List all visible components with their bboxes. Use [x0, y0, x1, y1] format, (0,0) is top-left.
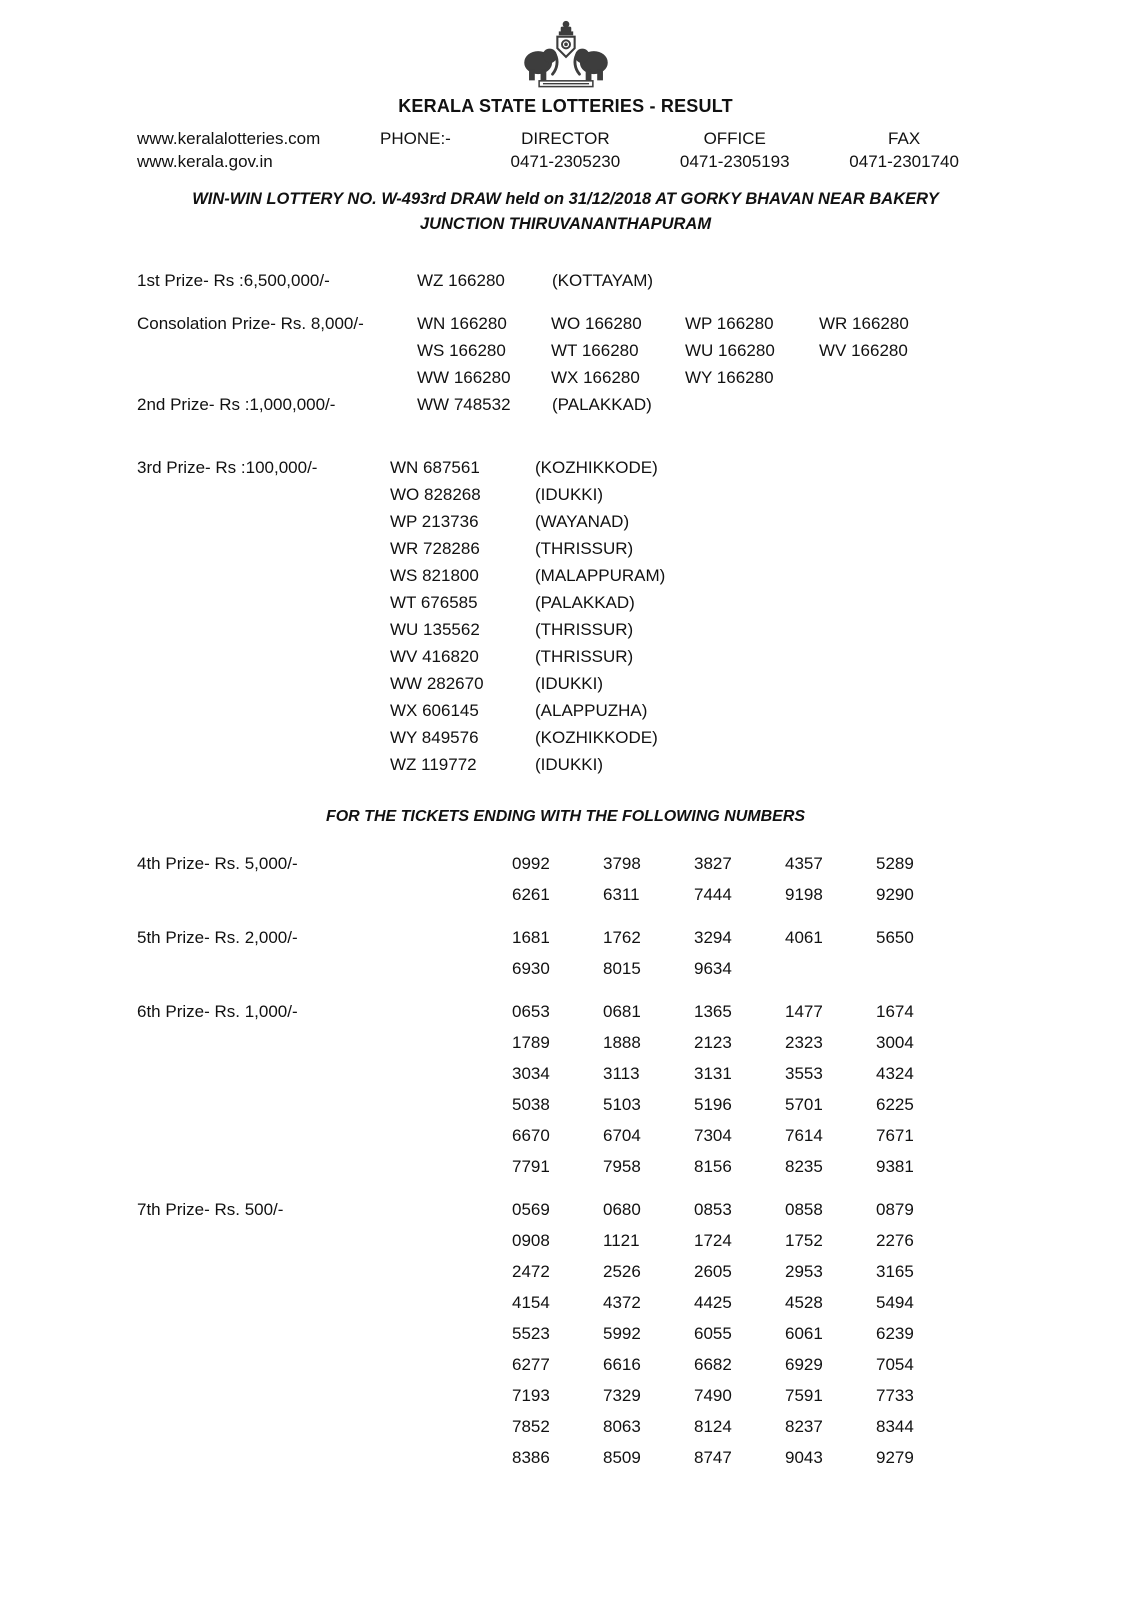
prize-section	[137, 996, 1131, 1182]
third-prize-place: (THRISSUR)	[535, 620, 634, 639]
winning-number: 3004	[876, 1033, 914, 1052]
third-prize-section	[137, 454, 1131, 778]
first-prize-ticket: WZ 166280	[417, 271, 505, 290]
consolation-ticket: WP 166280	[685, 314, 774, 333]
third-prize-winners	[390, 454, 665, 778]
prize-section-label: 4th Prize- Rs. 5,000/-	[137, 854, 298, 873]
third-prize-ticket: WO 828268	[390, 485, 481, 504]
winning-number: 0858	[785, 1200, 823, 1219]
second-prize-place: (PALAKKAD)	[552, 395, 652, 414]
prize-number-grid	[512, 848, 967, 910]
draw-title	[0, 187, 1131, 237]
winning-number: 6704	[603, 1126, 641, 1145]
winning-number: 2123	[694, 1033, 732, 1052]
consolation-ticket: WT 166280	[551, 341, 639, 360]
winning-number: 9290	[876, 885, 914, 904]
third-prize-winner-row	[390, 751, 665, 778]
winning-number: 6261	[512, 885, 550, 904]
winning-number: 1888	[603, 1033, 641, 1052]
winning-number: 6682	[694, 1355, 732, 1374]
website-keralagov: www.kerala.gov.in	[137, 152, 273, 171]
winning-number: 1365	[694, 1002, 732, 1021]
third-prize-winner-row	[390, 697, 665, 724]
winning-number: 4061	[785, 928, 823, 947]
third-prize-ticket: WP 213736	[390, 512, 479, 531]
winning-number: 8015	[603, 959, 641, 978]
winning-number: 4425	[694, 1293, 732, 1312]
prize-number-grid	[512, 1194, 967, 1473]
third-prize-winner-row	[390, 454, 665, 481]
winning-number: 4372	[603, 1293, 641, 1312]
third-prize-ticket: WU 135562	[390, 620, 480, 639]
winning-number: 7591	[785, 1386, 823, 1405]
third-prize-ticket: WV 416820	[390, 647, 479, 666]
winning-number: 0853	[694, 1200, 732, 1219]
winning-number: 5038	[512, 1095, 550, 1114]
phone-label: PHONE:-	[379, 129, 451, 148]
consolation-row	[417, 364, 953, 391]
winning-number: 0681	[603, 1002, 641, 1021]
winning-number: 7490	[694, 1386, 732, 1405]
third-prize-place: (PALAKKAD)	[535, 593, 635, 612]
lower-prizes	[0, 848, 1131, 1473]
third-prize-winner-row	[390, 562, 665, 589]
contact-office	[680, 127, 790, 173]
website-links	[137, 127, 320, 173]
third-prize-winner-row	[390, 535, 665, 562]
prize-section	[137, 922, 1131, 984]
winning-number: 7614	[785, 1126, 823, 1145]
winning-number: 5992	[603, 1324, 641, 1343]
third-prize-ticket: WX 606145	[390, 701, 479, 720]
kerala-state-emblem-graphic	[518, 16, 614, 90]
winning-number: 3294	[694, 928, 732, 947]
winning-number: 8237	[785, 1417, 823, 1436]
empty-cell	[876, 953, 967, 984]
winning-number: 8386	[512, 1448, 550, 1467]
contact-director-label: DIRECTOR	[521, 129, 610, 148]
winning-number: 5650	[876, 928, 914, 947]
consolation-ticket: WS 166280	[417, 341, 506, 360]
winning-number: 8063	[603, 1417, 641, 1436]
third-prize-place: (ALAPPUZHA)	[535, 701, 648, 720]
prize-section-label: 5th Prize- Rs. 2,000/-	[137, 928, 298, 947]
prize-number-grid	[512, 996, 967, 1182]
winning-number: 7958	[603, 1157, 641, 1176]
winning-number: 9043	[785, 1448, 823, 1467]
prize-section	[137, 848, 1131, 910]
winning-number: 8747	[694, 1448, 732, 1467]
consolation-rows	[417, 310, 953, 391]
winning-number: 7733	[876, 1386, 914, 1405]
winning-number: 9381	[876, 1157, 914, 1176]
winning-number: 6930	[512, 959, 550, 978]
winning-number: 3034	[512, 1064, 550, 1083]
page-title: KERALA STATE LOTTERIES - RESULT	[398, 96, 733, 116]
winning-number: 5289	[876, 854, 914, 873]
winning-number: 6311	[603, 885, 640, 904]
winning-number: 0680	[603, 1200, 641, 1219]
winning-number: 4528	[785, 1293, 823, 1312]
consolation-ticket: WX 166280	[551, 368, 640, 387]
consolation-ticket: WO 166280	[551, 314, 642, 333]
winning-number: 3165	[876, 1262, 914, 1281]
website-keralalotteries: www.keralalotteries.com	[137, 129, 321, 148]
third-prize-label: 3rd Prize- Rs :100,000/-	[137, 458, 318, 477]
contact-director-number: 0471-2305230	[510, 152, 621, 171]
winning-number: 2276	[876, 1231, 914, 1250]
winning-number: 0879	[876, 1200, 914, 1219]
winning-number: 7054	[876, 1355, 914, 1374]
third-prize-ticket: WR 728286	[390, 539, 480, 558]
winning-number: 7791	[512, 1157, 550, 1176]
winning-number: 0992	[512, 854, 550, 873]
consolation-ticket: WU 166280	[685, 341, 775, 360]
first-prize-place: (KOTTAYAM)	[552, 271, 654, 290]
winning-number: 1121	[603, 1231, 640, 1250]
consolation-prize-section	[137, 310, 1131, 391]
consolation-prize-label: Consolation Prize- Rs. 8,000/-	[137, 314, 364, 333]
first-prize-label: 1st Prize- Rs :6,500,000/-	[137, 271, 330, 290]
winning-number: 1724	[694, 1231, 732, 1250]
winning-number: 7852	[512, 1417, 550, 1436]
third-prize-winner-row	[390, 616, 665, 643]
winning-number: 8156	[694, 1157, 732, 1176]
winning-number: 9198	[785, 885, 823, 904]
third-prize-ticket: WY 849576	[390, 728, 479, 747]
winning-number: 2605	[694, 1262, 732, 1281]
winning-number: 6929	[785, 1355, 823, 1374]
winning-number: 3827	[694, 854, 732, 873]
winning-number: 1752	[785, 1231, 823, 1250]
prize-section-label: 7th Prize- Rs. 500/-	[137, 1200, 284, 1219]
draw-title-line-1: WIN-WIN LOTTERY NO. W-493rd DRAW held on 31/12/2018 AT GORKY BHAVAN NEAR BAKERY	[192, 190, 939, 208]
prize-section-label: 6th Prize- Rs. 1,000/-	[137, 1002, 298, 1021]
third-prize-place: (IDUKKI)	[535, 485, 603, 504]
winning-number: 9634	[694, 959, 732, 978]
third-prize-ticket: WZ 119772	[390, 755, 477, 774]
winning-number: 8509	[603, 1448, 641, 1467]
kerala-state-emblem-icon	[518, 16, 614, 90]
third-prize-ticket: WW 282670	[390, 674, 484, 693]
third-prize-ticket: WS 821800	[390, 566, 479, 585]
winning-number: 2472	[512, 1262, 550, 1281]
third-prize-winner-row	[390, 643, 665, 670]
draw-title-line-2: JUNCTION THIRUVANANTHAPURAM	[419, 215, 712, 233]
winning-number: 6061	[785, 1324, 823, 1343]
empty-cell	[785, 953, 876, 984]
third-prize-place: (WAYANAD)	[535, 512, 630, 531]
winning-number: 9279	[876, 1448, 914, 1467]
consolation-row	[417, 337, 953, 364]
winning-number: 1674	[876, 1002, 914, 1021]
winning-number: 7444	[694, 885, 732, 904]
ending-numbers-heading: FOR THE TICKETS ENDING WITH THE FOLLOWING NUMBERS	[325, 808, 806, 825]
winning-number: 1789	[512, 1033, 550, 1052]
winning-number: 1681	[512, 928, 550, 947]
third-prize-winner-row	[390, 508, 665, 535]
winning-number: 3553	[785, 1064, 823, 1083]
winning-number: 6225	[876, 1095, 914, 1114]
prize-section	[137, 1194, 1131, 1473]
third-prize-place: (IDUKKI)	[535, 674, 603, 693]
third-prize-place: (THRISSUR)	[535, 539, 634, 558]
winning-number: 4357	[785, 854, 823, 873]
contact-office-label: OFFICE	[703, 129, 766, 148]
contact-info-row	[137, 127, 959, 173]
contact-fax-number: 0471-2301740	[849, 152, 959, 171]
third-prize-winner-row	[390, 724, 665, 751]
winning-number: 7193	[512, 1386, 550, 1405]
contact-fax-label: FAX	[888, 129, 921, 148]
winning-number: 6055	[694, 1324, 732, 1343]
third-prize-place: (THRISSUR)	[535, 647, 634, 666]
third-prize-place: (MALAPPURAM)	[535, 566, 666, 585]
winning-number: 1762	[603, 928, 641, 947]
winning-number: 7671	[876, 1126, 914, 1145]
consolation-ticket: WW 166280	[417, 368, 511, 387]
consolation-ticket: WV 166280	[819, 341, 908, 360]
consolation-ticket: WR 166280	[819, 314, 909, 333]
consolation-row	[417, 310, 953, 337]
third-prize-winner-row	[390, 670, 665, 697]
winning-number: 5701	[785, 1095, 823, 1114]
winning-number: 3131	[694, 1064, 732, 1083]
winning-number: 4324	[876, 1064, 914, 1083]
winning-number: 8235	[785, 1157, 823, 1176]
winning-number: 6239	[876, 1324, 914, 1343]
winning-number: 0908	[512, 1231, 550, 1250]
winning-number: 6616	[603, 1355, 641, 1374]
contact-office-number: 0471-2305193	[679, 152, 790, 171]
winning-number: 3798	[603, 854, 641, 873]
first-prize-row	[137, 267, 1131, 294]
winning-number: 5523	[512, 1324, 550, 1343]
prize-number-grid	[512, 922, 967, 984]
winning-number: 2953	[785, 1262, 823, 1281]
third-prize-winner-row	[390, 589, 665, 616]
winning-number: 6670	[512, 1126, 550, 1145]
third-prize-place: (IDUKKI)	[535, 755, 603, 774]
winning-number: 7329	[603, 1386, 641, 1405]
winning-number: 2323	[785, 1033, 823, 1052]
winning-number: 2526	[603, 1262, 641, 1281]
winning-number: 7304	[694, 1126, 732, 1145]
contact-fax	[849, 127, 959, 173]
third-prize-winner-row	[390, 481, 665, 508]
winning-number: 5196	[694, 1095, 732, 1114]
third-prize-ticket: WN 687561	[390, 458, 480, 477]
winning-number: 0653	[512, 1002, 550, 1021]
winning-number: 5494	[876, 1293, 914, 1312]
second-prize-ticket: WW 748532	[417, 395, 511, 414]
consolation-ticket: WY 166280	[685, 368, 774, 387]
winning-number: 3113	[603, 1064, 640, 1083]
winning-number: 1477	[785, 1002, 823, 1021]
contact-director	[511, 127, 621, 173]
winning-number: 8124	[694, 1417, 732, 1436]
winning-number: 0569	[512, 1200, 550, 1219]
third-prize-place: (KOZHIKKODE)	[535, 728, 658, 747]
third-prize-place: (KOZHIKKODE)	[535, 458, 658, 477]
consolation-ticket: WN 166280	[417, 314, 507, 333]
third-prize-ticket: WT 676585	[390, 593, 478, 612]
winning-number: 5103	[603, 1095, 641, 1114]
winning-number: 6277	[512, 1355, 550, 1374]
second-prize-label: 2nd Prize- Rs :1,000,000/-	[137, 395, 336, 414]
winning-number: 4154	[512, 1293, 550, 1312]
winning-number: 8344	[876, 1417, 914, 1436]
second-prize-row	[137, 391, 1131, 418]
